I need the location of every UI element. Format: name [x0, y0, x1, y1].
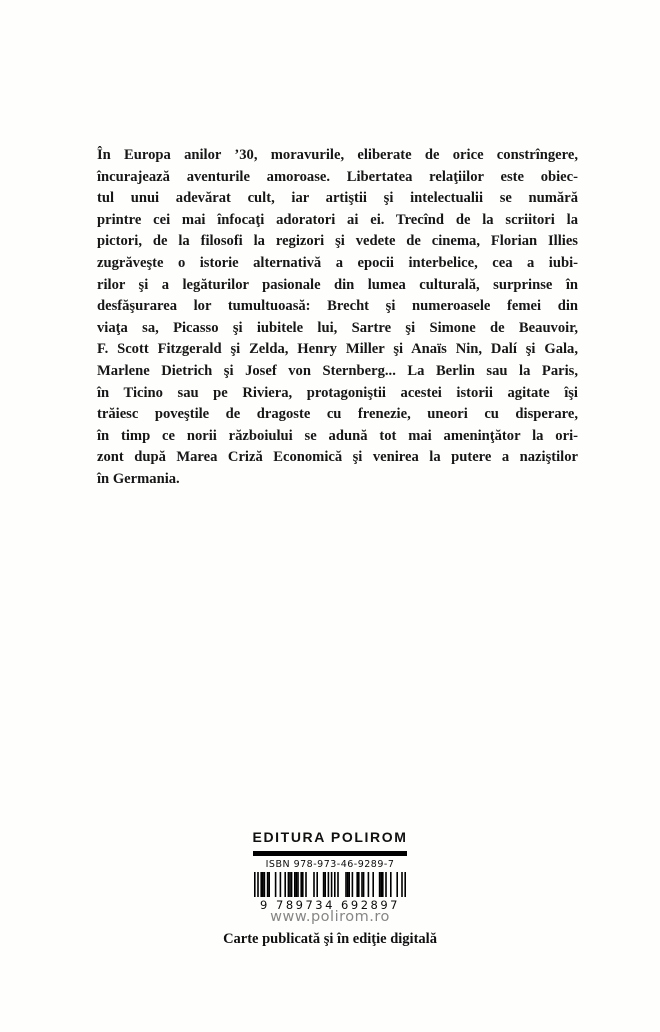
blurb-line: desfăşurarea lor tumultuoasă: Brecht şi numeroasele femei din [97, 298, 578, 315]
publisher-name: EDITURA POLIROM [252, 829, 408, 845]
blurb-line: încurajează aventurile amoroase. Libertatea relaţiilor este obiec- [97, 168, 578, 185]
isbn-label: ISBN 978-973-46-9289-7 [265, 859, 395, 870]
blurb-line: tul unui adevărat cult, iar artiştii şi intelectualii se numără [97, 190, 578, 207]
blurb-line: viaţa sa, Picasso şi iubitele lui, Sartre şi Simone de Beauvoir, [97, 319, 578, 336]
blurb-line: rilor şi a legăturilor pasionale din lumea culturală, surprinse în [97, 276, 578, 293]
blurb-line: În Europa anilor ’30, moravurile, eliberate de orice constrîngere, [97, 147, 578, 163]
blurb-line: trăiesc poveştile de dragoste cu frenezie, uneori cu disperare, [97, 406, 578, 423]
blurb-line: F. Scott Fitzgerald şi Zelda, Henry Miller şi Anaïs Nin, Dalí şi Gala, [97, 341, 578, 358]
blurb [97, 145, 578, 491]
barcode-digits: 9 789734 692897 [260, 898, 400, 912]
blurb-line: în Germania. [97, 470, 180, 487]
blurb-line: Marlene Dietrich şi Josef von Sternberg... La Berlin sau la Paris, [97, 362, 578, 379]
blurb-line: în timp ce norii războiului se adună tot mai ameninţător la ori- [97, 427, 578, 444]
barcode-top-rule [253, 851, 407, 856]
blurb-line: zont după Marea Criză Economică şi venirea la putere a naziştilor [97, 449, 578, 466]
website-url: www.polirom.ro [270, 909, 390, 925]
blurb-line: zugrăveşte o istorie alternativă a epocii interbelice, cea a iubi- [97, 254, 578, 271]
barcode [251, 851, 409, 912]
digital-edition-note: Carte publicată şi în ediţie digitală [223, 931, 437, 947]
blurb-line: printre cei mai înfocaţi adoratori ai ei. Trecînd de la scriitori la [97, 211, 578, 228]
blurb-line: în Ticino sau pe Riviera, protagoniştii acestei istorii agitate îşi [97, 384, 578, 401]
barcode-bars-icon [254, 872, 406, 897]
blurb-line: pictori, de la filosofi la regizori şi vedete de cinema, Florian Illies [97, 233, 578, 250]
